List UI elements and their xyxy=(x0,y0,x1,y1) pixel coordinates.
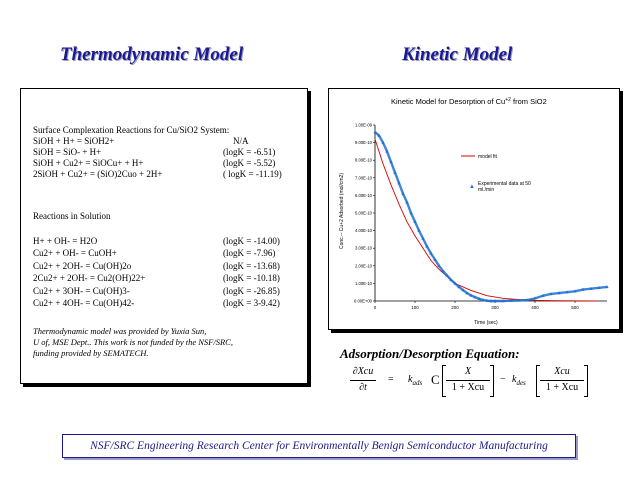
equals-sign: = xyxy=(388,374,394,385)
x-tick-label: 300 xyxy=(491,305,499,310)
k-des: $k_{des}$ xyxy=(512,374,526,387)
legend-exp-label: Experimental data at 50 ml./min xyxy=(478,181,531,193)
funding-note-line: funding provided by SEMATECH. xyxy=(33,348,149,358)
equation-title: Adsorption/Desorption Equation: xyxy=(340,346,520,361)
x-tick-label: 100 xyxy=(411,305,419,310)
frac1-denominator: 1 + Xcu xyxy=(451,382,485,393)
chart-x-axis-label: Time (sec) xyxy=(474,320,498,326)
surface-reactions-title: Surface Complexation Reactions for Cu/SiO2 System: xyxy=(33,125,230,135)
chart-axes xyxy=(354,123,607,311)
y-tick-label: 7.00E-10 xyxy=(355,175,372,181)
y-tick-label: 4.00E-10 xyxy=(355,228,372,234)
frac2-bar xyxy=(540,380,584,381)
lhs-numerator: ∂Xcu xyxy=(352,366,374,377)
solution-reaction-eq: Cu2+ + 4OH- = Cu(OH)42- xyxy=(33,298,135,308)
solution-reaction-logk: (logK = -10.18) xyxy=(223,273,280,283)
kinetic-model-heading: Kinetic Model xyxy=(402,44,513,65)
k-ads: $k_{ads}$ xyxy=(408,374,423,387)
solution-reaction-eq: Cu2+ + OH- = CuOH+ xyxy=(33,248,117,258)
chart-y-axis-label: Conc.-- Cu+2 Adsorbed (mol/cm2) xyxy=(339,172,345,250)
x-tick-label: 200 xyxy=(451,305,459,310)
chart-title: Kinetic Model for Desorption of $Cu^{+2}$ from SiO2 xyxy=(391,97,547,106)
chart-legend xyxy=(461,154,540,197)
y-tick-label: 0.00E+00 xyxy=(353,298,372,304)
kinetic-chart-svg xyxy=(329,89,619,329)
frac2-numerator: Xcu xyxy=(554,366,570,377)
y-tick-label: 9.00E-10 xyxy=(355,140,372,146)
y-tick-label: 2.00E-10 xyxy=(355,263,372,269)
solution-reaction-eq: Cu2+ + 3OH- = Cu(OH)3- xyxy=(33,286,130,296)
y-tick-label: 1.00E-10 xyxy=(355,280,372,286)
frac2-denominator: 1 + Xcu xyxy=(545,382,579,393)
lhs-fraction-bar xyxy=(350,380,376,381)
surface-reaction-eq: SiOH + H+ = SiOH2+ xyxy=(33,136,115,146)
solution-reaction-eq: Cu2+ + 2OH- = Cu(OH)2o xyxy=(33,261,132,271)
footer-banner: NSF/SRC Engineering Research Center for Environmentally Benign Semiconductor Manufacturing xyxy=(62,434,576,458)
y-tick-label: 8.00E-10 xyxy=(355,157,372,163)
y-tick-label: 1.00E-09 xyxy=(355,122,372,128)
surface-reaction-eq: 2SiOH + Cu2+ = (SiO)2Cuo + 2H+ xyxy=(33,169,163,179)
thermodynamic-panel xyxy=(20,88,308,384)
kinetic-chart xyxy=(328,88,620,330)
bracket-right xyxy=(584,365,588,397)
x-tick-label: 500 xyxy=(571,305,579,310)
solution-reaction-logk: (logK = -26.85) xyxy=(223,286,280,296)
surface-reaction-logk: (logK = -5.52) xyxy=(223,158,276,168)
y-tick-label: 6.00E-10 xyxy=(355,192,372,198)
bracket-right xyxy=(490,365,494,397)
frac1-bar xyxy=(446,380,490,381)
legend-exp-marker: ▲ xyxy=(469,184,475,190)
solution-reaction-eq: H+ + OH- = H2O xyxy=(33,236,98,246)
legend-exp-box xyxy=(478,181,540,197)
x-tick-label: 0 xyxy=(373,305,377,310)
solution-reaction-logk: (logK = -7.96) xyxy=(223,248,276,258)
y-tick-label: 3.00E-10 xyxy=(355,245,372,251)
legend-model-label: model fit xyxy=(478,154,497,160)
thermodynamic-model-heading: Thermodynamic Model xyxy=(60,44,244,65)
lhs-denominator: ∂t xyxy=(359,382,367,393)
surface-reaction-logk: N/A xyxy=(233,136,249,146)
solution-reaction-logk: (logK = 3-9.42) xyxy=(223,298,280,308)
minus-sign: − xyxy=(500,374,506,385)
frac1-numerator: X xyxy=(464,366,472,377)
concentration-c: C xyxy=(431,372,440,387)
solution-reactions-title: Reactions in Solution xyxy=(33,211,111,221)
solution-reaction-eq: 2Cu2+ + 2OH- = Cu2(OH)22+ xyxy=(33,273,146,283)
x-tick-label: 400 xyxy=(531,305,539,310)
surface-reaction-eq: SiOH = SiO- + H+ xyxy=(33,147,102,157)
funding-note-line: Thermodynamic model was provided by Yuxia Sun, xyxy=(33,326,207,336)
surface-reaction-logk: (logK = -6.51) xyxy=(223,147,276,157)
surface-reaction-logk: ( logK = -11.19) xyxy=(223,169,282,179)
surface-reaction-eq: SiOH + Cu2+ = SiOCu+ + H+ xyxy=(33,158,144,168)
model-fit-line xyxy=(375,139,595,301)
solution-reaction-logk: (logK = -13.68) xyxy=(223,261,280,271)
funding-note-line: U of, MSE Dept.. This work is not funded by the NSF/SRC, xyxy=(33,337,233,347)
y-tick-label: 5.00E-10 xyxy=(355,210,372,216)
solution-reaction-logk: (logK = -14.00) xyxy=(223,236,280,246)
